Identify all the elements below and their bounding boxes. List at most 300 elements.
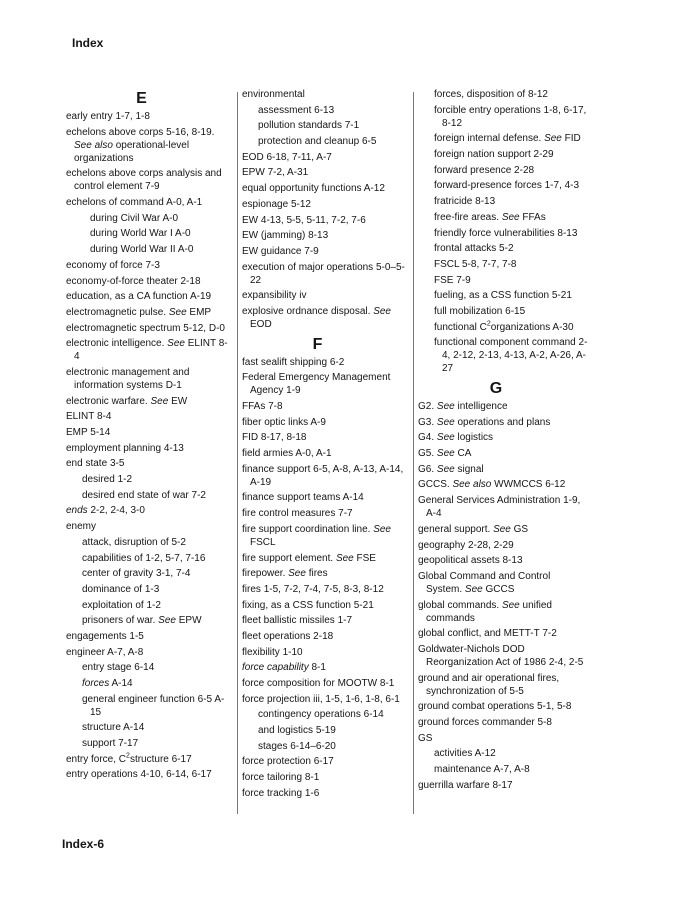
cross-ref-target: structure 6-17 [129,753,192,765]
page-refs: 2-28, 2-29 [468,539,514,551]
cross-ref-label: See [501,211,520,223]
index-subentry [418,148,588,161]
page-refs: 6-14 [134,662,155,674]
index-subentry [418,321,588,334]
cross-ref-label: See [167,338,185,350]
index-term: explosive ordnance disposal. [242,305,371,317]
cross-ref-target: operational-level organizations [74,139,190,164]
index-entry [242,198,407,211]
page-refs: 5-16, 8-19. [166,126,215,138]
page-refs: 7-3 [145,259,160,271]
index-term: economy of force [66,259,143,271]
column-divider [413,92,414,814]
index-subentry [66,614,231,627]
index-term: desired end state of war [82,489,189,501]
index-entry [242,289,407,302]
page-refs: 7-9 [145,181,160,193]
index-term: maintenance [434,764,492,776]
index-entry [66,504,231,517]
page-refs: 1-10 [282,646,303,658]
page-refs: 1-9, A-4 [426,495,581,520]
index-term: forcible entry operations [434,104,541,116]
index-term: functional C [434,321,487,333]
index-entry [418,494,588,520]
index-term: force capability [242,662,309,674]
index-subentry [418,747,588,760]
page-refs: 1-5, 7-2, 7-4, 7-5, 8-3, 8-12 [263,583,384,595]
index-term: forces, disposition of [434,89,526,100]
index-term: EMP [66,427,88,438]
index-term: force protection [242,756,311,768]
index-term: environmental [242,89,305,100]
cross-ref-label: See [544,133,562,145]
cross-ref-target: CA [457,448,472,460]
section-letter: E [136,90,147,107]
cross-ref-label: See [158,615,176,627]
page-refs: 6-5, A-8, A-13, A-14, A-19 [250,463,404,488]
index-term: finance support [242,463,311,475]
page-refs: A-7, A-8 [107,646,144,658]
index-term: friendly force vulnerabilities [434,227,555,239]
page-refs: A-0, A-1 [295,448,332,460]
index-entry [418,523,588,536]
page-refs: 5-12, D-0 [183,322,225,334]
running-foot: Index-6 [62,837,105,851]
cross-ref-target: FSCL [250,536,276,548]
index-term: G2. [418,401,435,412]
index-term: fleet operations [242,630,311,642]
index-entry [66,290,231,303]
index-term: fiber optic links [242,416,309,428]
index-entry [242,356,407,369]
index-entry [66,366,231,392]
cross-ref-label: See also [74,139,113,151]
page-refs: D-1 [165,379,182,391]
cross-ref-target: GS [513,523,529,535]
page-refs: 8-4 [96,411,112,423]
page-refs: 8-13 [475,196,496,208]
cross-ref-target: logistics [457,432,494,444]
index-entry [66,768,231,781]
index-entry [242,229,407,242]
index-entry [418,627,588,640]
index-entry [242,88,407,101]
index-subentry [242,104,407,117]
page-refs: 8-1 [379,678,395,689]
index-term: activities [434,748,473,760]
page-refs: 2-4, 2-5 [548,656,584,668]
index-entry [242,755,407,768]
index-term: electronic intelligence. [66,338,165,350]
index-entry [66,410,231,423]
page-refs: 4-13 [163,442,184,454]
page-refs: A-14 [111,678,133,689]
cross-ref-target: EMP [189,306,212,318]
page-refs: 7-7 [338,508,353,520]
index-term: functional component command [434,337,576,349]
page-refs: A-12 [474,748,496,760]
index-entry [66,426,231,439]
index-entry [418,400,588,413]
index-term: foreign nation support [434,149,531,161]
page-refs: A-14 [342,492,364,504]
page-refs: 5-0–5-22 [250,261,405,286]
index-term: contingency operations [258,709,361,721]
page-refs: 1-2 [146,599,161,611]
index-subentry [418,227,588,240]
page-refs: 7-17 [118,738,139,750]
cross-ref-label: See [436,448,455,460]
cross-ref-label: See [436,401,455,412]
index-subentry [66,567,231,580]
index-term: G3. [418,416,435,428]
cross-ref-target: unified commands [426,599,552,624]
page-refs: 1-7 [337,615,353,627]
index-subentry [418,164,588,177]
index-entry [418,672,588,698]
index-term: education, as a CA function [66,291,188,303]
cross-ref-label: See [373,523,391,535]
page-refs: 3-5 [109,458,125,470]
index-subentry [418,195,588,208]
page-refs: 5-1, 5-8 [536,701,572,713]
index-entry [418,643,588,669]
index-subentry [242,708,407,721]
index-term: geography [418,539,466,551]
index-term: electronic management and information systems [66,366,190,391]
page-refs: 8-1 [311,662,326,674]
cross-ref-target: intelligence [457,401,508,412]
index-entry [242,416,407,429]
index-subentry [66,227,231,240]
index-subentry [66,243,231,256]
page-refs: 1-2, 5-7, 7-16 [145,552,206,564]
index-term: and logistics [258,725,314,737]
index-entry [66,753,231,766]
index-term: G4. [418,432,435,444]
index-entry [242,261,407,287]
index-term: engagements [66,630,127,642]
index-entry [66,630,231,643]
page-refs: iv [299,290,307,302]
page-refs: A-9 [310,416,326,428]
index-entry [242,447,407,460]
index-entry [242,305,407,331]
index-term: stages [258,740,288,752]
index-subentry [242,740,407,753]
index-subentry [66,661,231,674]
index-term: force composition for MOOTW [242,678,378,689]
superscript: 2 [126,752,130,760]
index-term: EW (jamming) [242,230,306,242]
index-entry [418,447,588,460]
page-refs: 5-21 [551,290,572,302]
page-refs: 1-3 [144,583,160,595]
index-entry [66,322,231,335]
index-entry [242,523,407,549]
index-term: ELINT [66,411,95,423]
index-term: geopolitical assets [418,555,500,567]
index-entry [242,507,407,520]
index-term: global commands. [418,599,500,611]
index-entry [66,337,231,363]
index-term: capabilities of [82,552,143,564]
page-refs: 6-14–6-20 [290,740,336,752]
index-term: EW [242,214,259,226]
index-term: force projection [242,693,311,705]
index-entry [418,463,588,476]
index-subentry [418,274,588,287]
index-term: forward presence [434,164,512,176]
index-entry [242,371,407,397]
page-refs: 8-13 [557,227,578,239]
page-refs: 4-10, 6-14, 6-17 [140,769,212,781]
cross-ref-label: See [150,395,169,407]
index-term: force tracking [242,787,303,799]
index-entry [418,716,588,729]
page-refs: 7-2, A-31 [267,167,309,179]
cross-ref-target: FSE [356,552,376,564]
cross-ref-target: FID [564,133,581,145]
page-refs: A-0 [162,212,178,224]
index-subentry [66,693,231,719]
page-refs: 7-1 [344,120,360,132]
page-refs: 5-21 [353,599,374,611]
page-refs: 5-8 [537,717,552,728]
index-subentry [242,119,407,132]
index-subentry [418,305,588,318]
page-refs: 7-9 [456,274,471,286]
page-refs: 6-2 [329,356,345,368]
page-refs: 1-2 [117,474,133,486]
index-term: G6. [418,463,435,475]
index-term: full mobilization [434,305,503,317]
index-term: electronic warfare. [66,395,148,407]
index-subentry [66,212,231,225]
index-column-1 [66,88,231,784]
index-entry [242,463,407,489]
index-term: fueling, as a CSS function [434,290,550,302]
index-term: echelons above corps analysis and control element [66,168,222,193]
index-subentry [418,104,588,130]
index-entry [242,614,407,627]
index-entry [242,599,407,612]
index-entry [66,457,231,470]
index-entry [418,732,588,745]
index-term: during Civil War [90,212,161,224]
cross-ref-label: See [436,416,455,428]
index-entry [242,787,407,800]
index-term: firepower. [242,568,286,580]
cross-ref-label: See [373,305,391,317]
index-entry [66,259,231,272]
page-refs: 1-8, 6-17, 8-12 [442,104,587,129]
index-term: expansibility [242,290,297,302]
index-entry [242,552,407,565]
index-term: ground forces commander [418,717,535,728]
index-term: electromagnetic spectrum [66,322,181,334]
page-refs: 1-9 [286,385,301,397]
index-term: attack, disruption of [82,536,169,548]
page-refs: 1-5 [129,630,144,642]
page-refs: 2-2, 2-4, 3-0 [90,505,145,517]
cross-ref-label: See [335,552,354,564]
index-entry [66,196,231,209]
page-refs: A-0 [177,244,194,256]
index-term: ground combat operations [418,701,535,713]
index-entry [66,306,231,319]
page-refs: 6-5 A-15 [90,693,225,718]
index-entry [66,110,231,123]
index-subentry [66,489,231,502]
page-refs: 1-6 [304,787,320,799]
page-refs: 5-2 [499,243,514,255]
index-term: early entry [66,111,113,122]
index-subentry [66,583,231,596]
index-subentry [418,88,588,101]
index-column-2 [242,88,407,803]
index-term: EPW [242,167,265,179]
index-subentry [418,336,588,375]
page-refs: 6-13 [314,104,335,116]
page-refs: 5-14 [90,427,111,438]
index-entry [66,520,231,533]
index-term: fires [242,583,261,595]
index-subentry [66,677,231,690]
index-entry [242,214,407,227]
page-refs: A-0 [175,228,191,240]
index-term: espionage [242,198,289,210]
index-term: foreign internal defense. [434,133,542,145]
cross-ref-label: See [168,306,187,318]
cross-ref-target: ELINT 8-4 [74,338,228,363]
index-term: general support. [418,523,491,535]
index-term: EW guidance [242,245,302,257]
index-entry [418,700,588,713]
cross-ref-label: See [288,568,306,580]
index-entry [66,442,231,455]
index-subentry [66,552,231,565]
index-entry [242,583,407,596]
page-refs: 5-12 [290,198,311,210]
page-refs: A-0, A-1 [166,197,203,209]
index-term: echelons of command [66,197,164,209]
index-subentry [418,242,588,255]
index-entry [418,431,588,444]
page-refs: 8-17 [492,779,513,791]
page-refs: 5-19 [315,725,336,737]
index-subentry [66,721,231,734]
index-term: G5. [418,448,435,460]
index-entry [242,646,407,659]
index-term: guerrilla warfare [418,779,490,791]
cross-ref-target: FFAs [522,211,546,223]
index-entry [242,491,407,504]
index-term: ground and air operational fires, synchronization of [418,672,560,697]
index-subentry [242,135,407,148]
index-entry [418,554,588,567]
index-term: FSCL [434,258,460,270]
index-term: flexibility [242,646,280,658]
index-term: GCCS. [418,479,450,491]
page-refs: 6-14 [363,709,384,721]
cross-ref-target: EPW [178,615,202,627]
cross-ref-target: EW [171,395,188,407]
index-entry [66,126,231,165]
index-term: free-fire areas. [434,211,500,223]
cross-ref-label: See [436,432,455,444]
cross-ref-target: WWMCCS 6-12 [494,479,566,491]
index-entry [66,167,231,193]
page-refs: 6-5 [361,136,377,148]
index-term: support [82,738,116,750]
cross-ref-target: organizations A-30 [490,321,574,333]
page-refs: 7-2 [542,628,557,640]
index-subentry [66,536,231,549]
index-term: fast sealift shipping [242,356,328,368]
index-term: during World War I [90,228,173,240]
page-refs: 3-1, 7-4 [155,568,191,580]
page-refs: iii, 1-5, 1-6, 1-8, 6-1 [313,693,400,705]
cross-ref-target: fires [308,568,328,580]
index-subentry [418,289,588,302]
index-term: echelons above corps [66,126,164,138]
index-entry [242,166,407,179]
index-term: finance support teams [242,492,341,504]
index-term: fire support element. [242,552,334,564]
page-refs: 1-7, 4-3 [544,180,580,192]
index-term: GS [418,732,433,744]
index-term: entry stage [82,662,132,674]
index-term: during World War II [90,244,176,256]
page-refs: 5-2 [171,536,186,548]
section-letter: G [489,380,503,397]
index-term: fire control measures [242,508,336,520]
index-term: economy-of-force theater [66,275,178,287]
index-term: FID [242,432,259,444]
cross-ref-target: signal [457,463,484,475]
index-term: protection and cleanup [258,136,360,148]
index-entry [242,661,407,674]
index-term: end state [66,458,108,470]
index-term: field armies [242,448,294,460]
index-subentry [418,179,588,192]
index-column-3 [418,88,588,794]
index-term: frontal attacks [434,243,497,255]
index-term: force tailoring [242,772,303,784]
page-refs: A-7, A-8 [493,764,530,776]
index-term: fire support coordination line. [242,523,371,535]
page-refs: 5-8, 7-7, 7-8 [461,258,517,270]
index-subentry [66,599,231,612]
index-subentry [418,132,588,145]
page-refs: 2-4, 2-12, 2-13, 4-13, A-2, A-26, A-27 [442,337,588,375]
index-term: enemy [66,521,97,533]
index-term: forces [82,678,110,689]
page-refs: 8-13 [502,555,523,567]
cross-ref-target: GCCS [485,583,515,595]
cross-ref-label: See also [452,479,492,491]
index-term: Goldwater-Nichols DOD Reorganization Act of 1986 [418,643,547,668]
index-term: desired [82,474,115,486]
page-refs: 4-13, 5-5, 5-11, 7-2, 7-6 [260,214,366,226]
index-entry [418,779,588,792]
cross-ref-label: See [501,599,520,611]
index-term: forward-presence forces [434,180,542,192]
index-entry [242,693,407,706]
index-subentry [66,473,231,486]
page-refs: A-14 [123,722,145,734]
